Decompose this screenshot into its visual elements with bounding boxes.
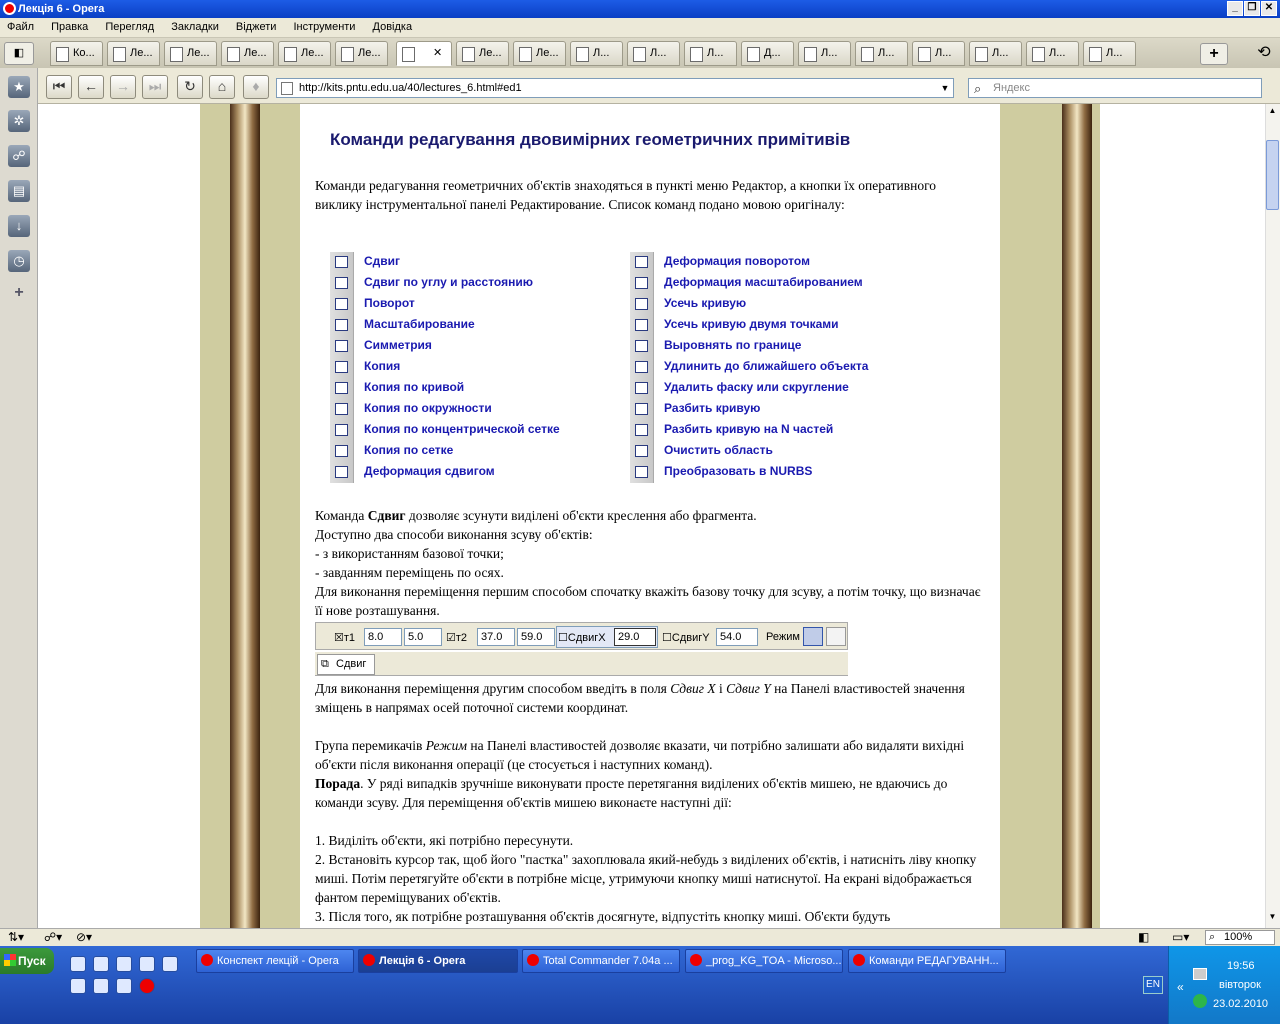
windows-logo-icon (4, 954, 16, 966)
status-bar (0, 928, 1280, 946)
command-icon (330, 294, 354, 315)
tray-expand-icon[interactable]: « (1177, 980, 1184, 994)
tab[interactable]: Л... (969, 41, 1022, 66)
taskbar-button[interactable]: _prog_KG_TOA - Microso... (685, 949, 843, 973)
text-italic: Сдвиг X (670, 681, 716, 696)
command-icon (630, 315, 654, 336)
panel-toggle-icon[interactable]: ◧ (4, 42, 34, 65)
vertical-scrollbar[interactable] (1265, 104, 1280, 928)
network-icon[interactable] (1193, 968, 1207, 980)
command-icon (330, 252, 354, 273)
search-placeholder: Яндекс (993, 82, 1030, 94)
text: Група перемикачів (315, 738, 426, 753)
text-bold: Сдвиг (367, 508, 406, 523)
command-icon (630, 294, 654, 315)
tab[interactable]: Ле... (107, 41, 160, 66)
tab-close-icon[interactable]: ✕ (433, 47, 443, 59)
opera-quicklaunch-icon[interactable] (139, 978, 155, 994)
command-icon (630, 336, 654, 357)
text: і (715, 681, 727, 696)
command-icon (630, 441, 654, 462)
minimize-button[interactable]: _ (1227, 1, 1243, 16)
steps-list (315, 831, 985, 926)
list-item[interactable] (630, 273, 930, 294)
command-icon (330, 441, 354, 462)
paragraph-shift-command (315, 506, 985, 620)
shift-tab-icon: ⧉ (321, 658, 329, 670)
command-link[interactable]: Сдвиг по углу и расстоянию (364, 275, 533, 289)
taskbar-button[interactable]: Total Commander 7.04a ... (522, 949, 680, 973)
menu-bookmarks[interactable]: Закладки (171, 21, 219, 33)
command-link[interactable]: Удлинить до ближайшего объекта (664, 359, 869, 373)
command-icon (630, 462, 654, 483)
text: . У ряді випадків зручніше виконувати просте перетягання виділених об'єктів мишею, не вдаючись до команди зсуву. Для переміщення об'єктів мишею виконаєте наступні дії: (315, 776, 948, 810)
bookmarks-panel-icon[interactable]: ★ (8, 76, 30, 98)
menu-tools[interactable]: Інструменти (293, 21, 356, 33)
mode-label: Режим (766, 631, 800, 643)
start-button[interactable] (0, 948, 54, 974)
zoom-icon: ⌕ (1209, 931, 1216, 943)
command-link[interactable]: Усечь кривую двумя точками (664, 317, 839, 331)
command-icon (330, 378, 354, 399)
page-icon (281, 82, 293, 95)
point1-x-field: 8.0 (364, 628, 402, 646)
list-item[interactable] (630, 336, 930, 357)
maximize-button[interactable]: ❐ (1244, 1, 1260, 16)
text: на Панелі властивостей значення зміщень в напрямах осей поточної системи координат. (315, 681, 965, 715)
tab[interactable]: Ле... (221, 41, 274, 66)
tab[interactable]: Ле... (513, 41, 566, 66)
list-item[interactable] (330, 294, 630, 315)
command-icon (630, 252, 654, 273)
address-field[interactable] (276, 78, 954, 98)
tab[interactable]: Л... (1026, 41, 1079, 66)
text-italic: Режим (425, 738, 468, 753)
text: Доступно два способи виконання зсуву об'єктів: (315, 527, 593, 542)
command-link[interactable]: Масштабирование (364, 317, 475, 331)
point2-label: ☑т2 (446, 632, 468, 644)
step-item: 2. Встановіть курсор так, щоб його "пастка" захоплювала який-небудь з виділених об'єктів, і натисніть ліву кнопку миші. Потім перетягуйте об'єкти в потрібне місце, утримуючи кнопку миші натиснутої. На екрані відображається фантом переміщуваних об'єктів. (315, 852, 977, 905)
list-item[interactable] (330, 273, 630, 294)
search-icon: ⌕ (974, 81, 982, 96)
intro-paragraph: Команди редагування геометричних об'єктів знаходяться в пункті меню Редактор, а кнопки їх оперативного виклику інструментальної панелі Редактирование. Список команд подано мовою оригіналу: (315, 178, 937, 212)
shifty-field: 54.0 (716, 628, 758, 646)
tab[interactable]: Л... (798, 41, 851, 66)
command-link[interactable]: Сдвиг (364, 254, 401, 268)
tab[interactable]: Л... (1083, 41, 1136, 66)
list-item[interactable] (330, 357, 630, 378)
text: - з використанням базової точки; (315, 546, 504, 561)
command-icon (330, 420, 354, 441)
quicklaunch-icon[interactable] (70, 956, 86, 972)
list-item[interactable] (330, 252, 630, 273)
command-icon (630, 420, 654, 441)
tab[interactable]: Л... (684, 41, 737, 66)
property-bar-image (315, 622, 848, 650)
scrollbar-thumb[interactable] (1266, 140, 1279, 210)
save-icon[interactable] (116, 956, 132, 972)
tab[interactable]: Ле... (456, 41, 509, 66)
command-link[interactable]: Усечь кривую (664, 296, 747, 310)
property-tab-strip (315, 652, 848, 676)
command-link[interactable]: Деформация масштабированием (664, 275, 863, 289)
text: - завданням переміщень по осях. (315, 565, 504, 580)
menu-widgets[interactable]: Віджети (235, 21, 277, 33)
tab-active[interactable] (396, 41, 452, 66)
command-link[interactable]: Разбить кривую на N частей (664, 422, 834, 436)
system-tray (1168, 946, 1280, 1024)
notes-panel-icon[interactable]: ▤ (8, 180, 30, 202)
command-icon (330, 357, 354, 378)
tab[interactable]: Ле... (335, 41, 388, 66)
taskbar-button[interactable]: Команди РЕДАГУВАНН... (848, 949, 1006, 973)
list-item[interactable] (630, 294, 930, 315)
new-tab-icon[interactable]: + (1200, 43, 1228, 65)
language-indicator[interactable]: EN (1143, 976, 1163, 994)
tab[interactable]: Ле... (164, 41, 217, 66)
shiftx-label: ☐СдвигX (558, 632, 606, 644)
point1-y-field: 5.0 (404, 628, 442, 646)
list-item[interactable] (630, 462, 930, 483)
quicklaunch-icon[interactable] (162, 956, 178, 972)
right-column-decoration (1062, 104, 1092, 928)
close-button[interactable]: ✕ (1261, 1, 1277, 16)
step-item: 1. Виділіть об'єкти, які потрібно пересунути. (315, 833, 574, 848)
quicklaunch-icon[interactable] (139, 956, 155, 972)
left-column-decoration (230, 104, 260, 928)
text: дозволяє зсунути виділені об'єкти креслення або фрагмента. (405, 508, 757, 523)
command-link[interactable]: Копия по окружности (364, 401, 492, 415)
paragraph-second-method (315, 679, 985, 717)
title-bar (0, 0, 1280, 18)
command-icon (630, 399, 654, 420)
quicklaunch-icon[interactable] (93, 978, 109, 994)
quicklaunch-icon[interactable] (116, 978, 132, 994)
reload-icon[interactable]: ↻ (177, 75, 203, 99)
tray-app-icon[interactable] (1193, 994, 1207, 1008)
clock-time[interactable]: 19:56 (1227, 960, 1255, 972)
command-icon (330, 315, 354, 336)
menu-edit[interactable]: Правка (51, 21, 89, 33)
forward-icon[interactable]: → (110, 75, 136, 99)
tab[interactable]: Л... (912, 41, 965, 66)
command-icon (330, 273, 354, 294)
command-link[interactable]: Преобразовать в NURBS (664, 464, 813, 478)
list-item[interactable] (630, 315, 930, 336)
command-link[interactable]: Копия по сетке (364, 443, 454, 457)
command-icon (330, 399, 354, 420)
list-item[interactable] (630, 399, 930, 420)
address-dropdown-icon[interactable]: ▼ (940, 83, 950, 93)
tab[interactable]: Л... (855, 41, 908, 66)
command-icon (330, 462, 354, 483)
text: Команда (315, 508, 368, 523)
list-item[interactable] (630, 378, 930, 399)
tab[interactable]: Л... (627, 41, 680, 66)
view-icon[interactable]: ▭▾ (1172, 930, 1190, 944)
clock-date: 23.02.2010 (1213, 998, 1269, 1010)
history-panel-icon[interactable]: ◷ (8, 250, 30, 272)
command-icon (630, 273, 654, 294)
back-icon[interactable]: ← (78, 75, 104, 99)
fast-forward-icon[interactable]: ⏭ (142, 75, 168, 99)
rewind-icon[interactable]: ⏮ (46, 75, 72, 99)
search-input[interactable] (968, 78, 1262, 98)
panel-icon[interactable]: ◧ (1138, 930, 1150, 944)
tab[interactable]: Ко... (50, 41, 103, 66)
taskbar-button[interactable]: Конспект лекцій - Opera (196, 949, 354, 973)
point2-y-field: 59.0 (517, 628, 555, 646)
widgets-panel-icon[interactable]: ✲ (8, 110, 30, 132)
command-link[interactable]: Деформация сдвигом (364, 464, 495, 478)
tab[interactable]: Л... (570, 41, 623, 66)
command-link[interactable]: Очистить область (664, 443, 773, 457)
property-tab-shift: Сдвиг (317, 654, 375, 675)
command-link[interactable]: Копия по концентрической сетке (364, 422, 560, 436)
transfer-icon[interactable]: ⇅▾ (8, 930, 25, 944)
turbo-icon[interactable]: ⊘▾ (76, 930, 93, 944)
mode-delete-icon (826, 627, 846, 646)
zoom-control[interactable] (1205, 930, 1275, 945)
command-link[interactable]: Копия (364, 359, 401, 373)
text: Для виконання переміщення першим способом спочатку вкажіть базову точку для зсуву, а потім точку, що визначає її нове розташування. (315, 584, 981, 618)
list-item[interactable] (330, 378, 630, 399)
command-link[interactable]: Копия по кривой (364, 380, 465, 394)
menu-file[interactable]: Файл (7, 21, 35, 33)
start-label: Пуск (18, 954, 46, 968)
list-item[interactable] (330, 441, 630, 462)
shiftx-field: 29.0 (614, 628, 656, 646)
list-item[interactable] (330, 399, 630, 420)
command-icon (630, 378, 654, 399)
scroll-down-icon[interactable]: ▼ (1268, 912, 1277, 921)
text: на Панелі властивостей дозволяє вказати, чи потрібно залишати або видаляти вихідні об'єкти після виконання операції (це стосується і наступних команд). (315, 738, 965, 772)
ie-icon[interactable] (93, 956, 109, 972)
zoom-level: 100% (1224, 931, 1253, 943)
unite-panel-icon[interactable]: ☍ (8, 145, 30, 167)
closed-tabs-icon[interactable]: ⟲ (1257, 44, 1271, 61)
taskbar (0, 946, 1280, 1024)
list-item[interactable] (330, 462, 630, 483)
list-item[interactable] (630, 420, 930, 441)
downloads-panel-icon[interactable]: ↓ (8, 215, 30, 237)
text: Для виконання переміщення другим способом введіть в поля (315, 681, 671, 696)
command-link[interactable]: Удалить фаску или скругление (664, 380, 849, 394)
tab[interactable]: Ле... (278, 41, 331, 66)
opera-logo-icon (3, 2, 16, 15)
menu-view[interactable]: Перегляд (105, 21, 155, 33)
command-icon (330, 336, 354, 357)
wand-icon[interactable]: ♦ (243, 75, 269, 99)
menu-help[interactable]: Довідка (372, 21, 413, 33)
list-item[interactable] (630, 441, 930, 462)
mode-keep-icon (803, 627, 823, 646)
page-content (300, 104, 1000, 928)
command-icon (630, 357, 654, 378)
quicklaunch-icon[interactable] (70, 978, 86, 994)
list-item[interactable] (630, 357, 930, 378)
address-url: http://kits.pntu.edu.ua/40/lectures_6.html#ed1 (299, 82, 522, 94)
text-bold: Порада (315, 776, 361, 791)
list-item[interactable] (330, 315, 630, 336)
list-item[interactable] (630, 252, 930, 273)
text-italic: Сдвиг Y (726, 681, 771, 696)
command-link[interactable]: Симметрия (364, 338, 432, 352)
add-panel-icon[interactable]: + (14, 284, 24, 301)
menu-bar (0, 18, 1280, 38)
list-item[interactable] (330, 336, 630, 357)
command-link[interactable]: Разбить кривую (664, 401, 761, 415)
commands-left-list (330, 252, 630, 484)
list-item[interactable] (330, 420, 630, 441)
unite-status-icon[interactable]: ☍▾ (44, 930, 63, 944)
paragraph-mode (315, 736, 985, 812)
side-panel (0, 68, 38, 928)
clock-day: вівторок (1219, 979, 1261, 991)
taskbar-button-active[interactable]: Лекція 6 - Opera (358, 949, 518, 973)
step-item: 3. Після того, як потрібне розташування об'єктів досягнуте, відпустіть кнопку миші. Об'єкти будуть (315, 909, 891, 924)
command-link[interactable]: Поворот (364, 296, 415, 310)
home-icon[interactable]: ⌂ (209, 75, 235, 99)
command-link[interactable]: Выровнять по границе (664, 338, 802, 352)
tab[interactable]: Д... (741, 41, 794, 66)
page-heading: Команди редагування двовимірних геометричних примітивів (330, 130, 851, 149)
window-title: Лекція 6 - Opera (18, 3, 105, 15)
point2-x-field: 37.0 (477, 628, 515, 646)
tab-bar (0, 38, 1280, 68)
shifty-label: ☐СдвигY (662, 632, 710, 644)
command-link[interactable]: Деформация поворотом (664, 254, 810, 268)
commands-right-list (630, 252, 950, 484)
scroll-up-icon[interactable]: ▲ (1268, 106, 1277, 115)
point1-label: ☒т1 (334, 632, 356, 644)
